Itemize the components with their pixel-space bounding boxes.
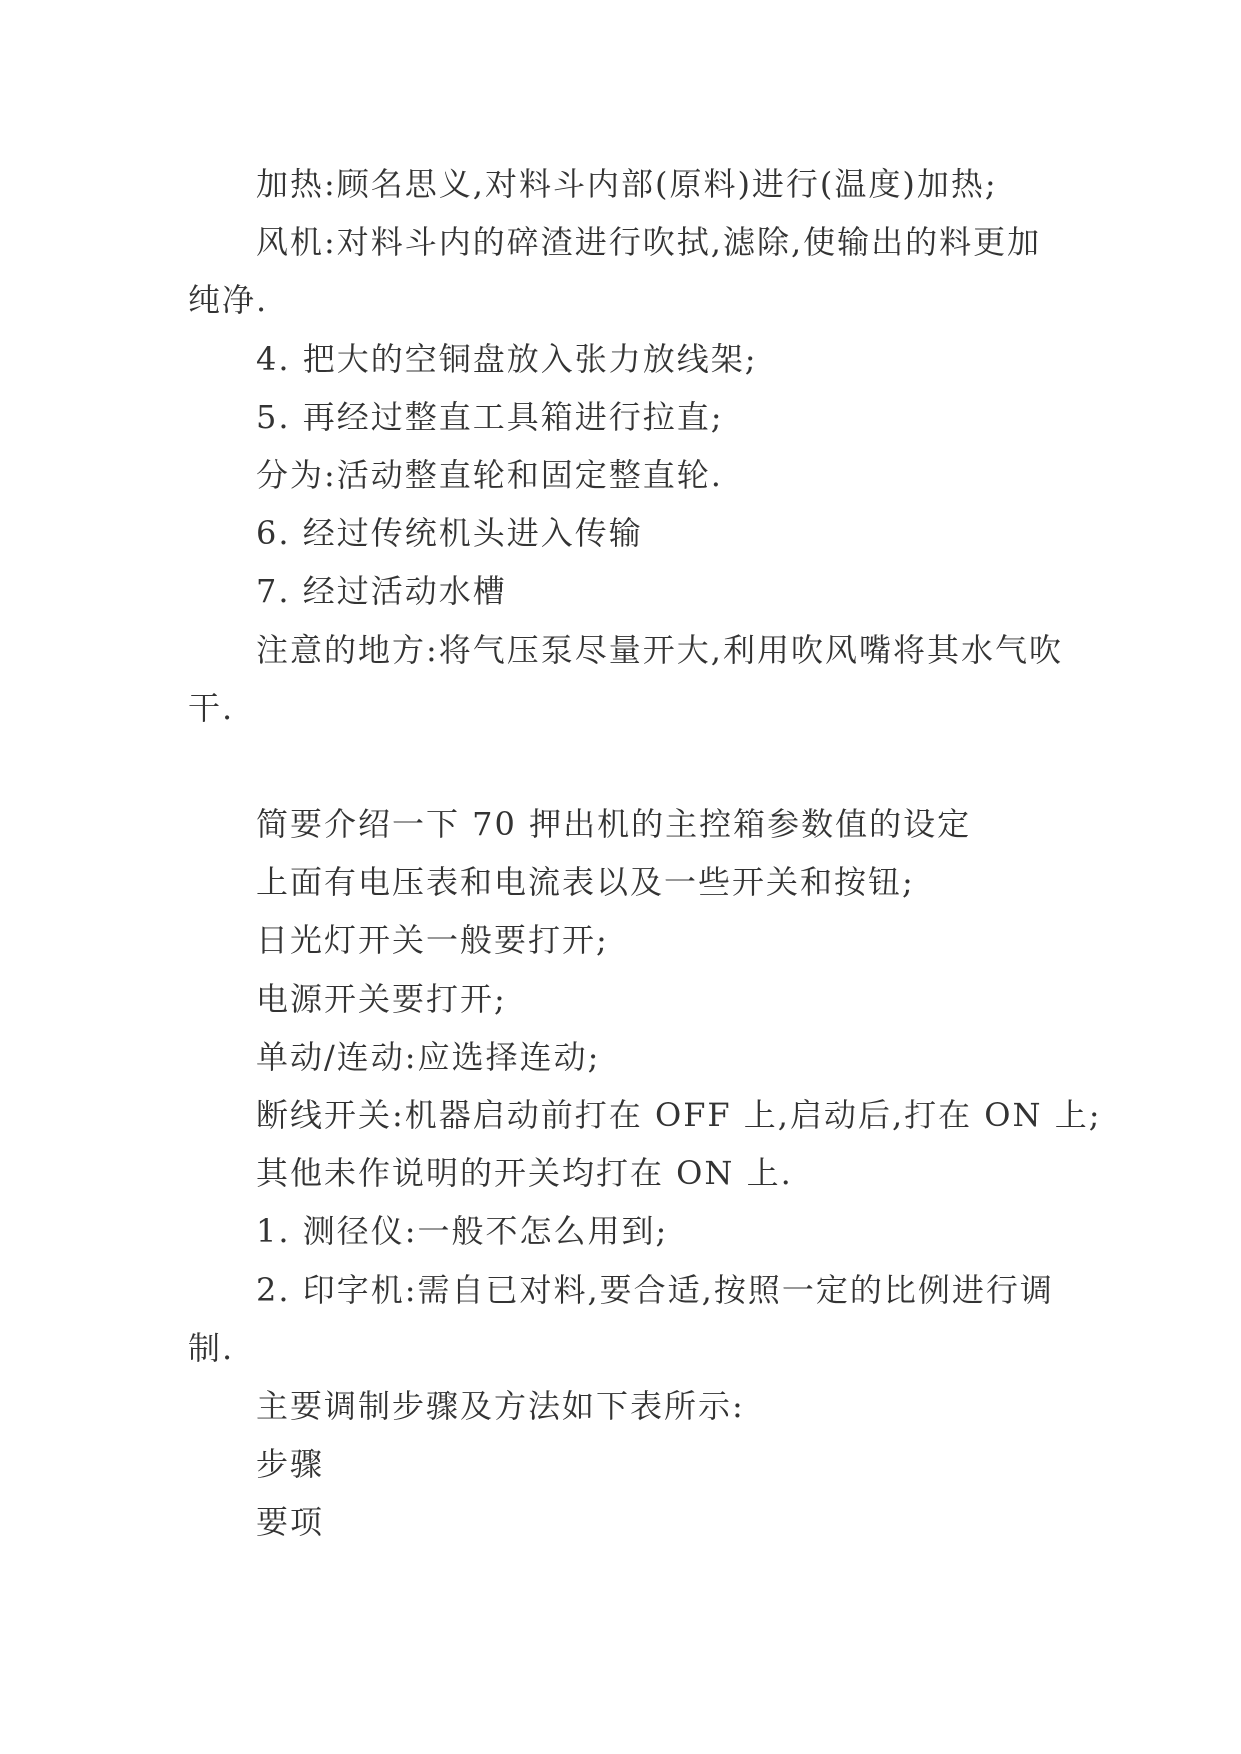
document-body <box>188 155 1102 1552</box>
paragraph-break-switch: 断线开关:机器启动前打在 OFF 上,启动后,打在 ON 上; <box>256 1096 1102 1134</box>
paragraph-fan-continued: 纯净. <box>188 281 269 320</box>
paragraph-straightening-wheels: 分为:活动整直轮和固定整直轮. <box>256 455 723 494</box>
paragraph-other-switches: 其他未作说明的开关均打在 ON 上. <box>256 1154 793 1193</box>
list-item-step-4: 4. 把大的空铜盘放入张力放线架; <box>256 339 758 378</box>
paragraph-power-switch: 电源开关要打开; <box>256 979 507 1018</box>
section-heading-control-box: 简要介绍一下 70 押出机的主控箱参数值的设定 <box>256 805 972 844</box>
paragraph-single-linked-mode: 单动/连动:应选择连动; <box>256 1037 601 1076</box>
paragraph-notes-continued: 干. <box>188 688 235 727</box>
list-item-step-5: 5. 再经过整直工具箱进行拉直; <box>256 397 724 436</box>
paragraph-table-intro: 主要调制步骤及方法如下表所示: <box>256 1386 745 1425</box>
paragraph-notes: 注意的地方:将气压泵尽量开大,利用吹风嘴将其水气吹 <box>256 630 1063 669</box>
paragraph-meters-switches: 上面有电压表和电流表以及一些开关和按钮; <box>256 863 915 902</box>
table-header-key-points: 要项 <box>256 1503 325 1542</box>
list-item-diameter-gauge: 1. 测径仪:一般不怎么用到; <box>256 1212 669 1251</box>
list-item-printer: 2. 印字机:需自已对料,要合适,按照一定的比例进行调 <box>256 1270 1054 1309</box>
paragraph-lamp-switch: 日光灯开关一般要打开; <box>256 921 609 960</box>
paragraph-spacer <box>188 737 1068 795</box>
list-item-step-7: 7. 经过活动水槽 <box>256 572 507 611</box>
list-item-step-6: 6. 经过传统机头进入传输 <box>256 514 643 553</box>
list-item-printer-continued: 制. <box>188 1328 235 1367</box>
paragraph-heating: 加热:顾名思义,对料斗内部(原料)进行(温度)加热; <box>256 165 998 203</box>
paragraph-fan: 风机:对料斗内的碎渣进行吹拭,滤除,使输出的料更加 <box>256 223 1042 262</box>
table-header-steps: 步骤 <box>256 1445 325 1484</box>
